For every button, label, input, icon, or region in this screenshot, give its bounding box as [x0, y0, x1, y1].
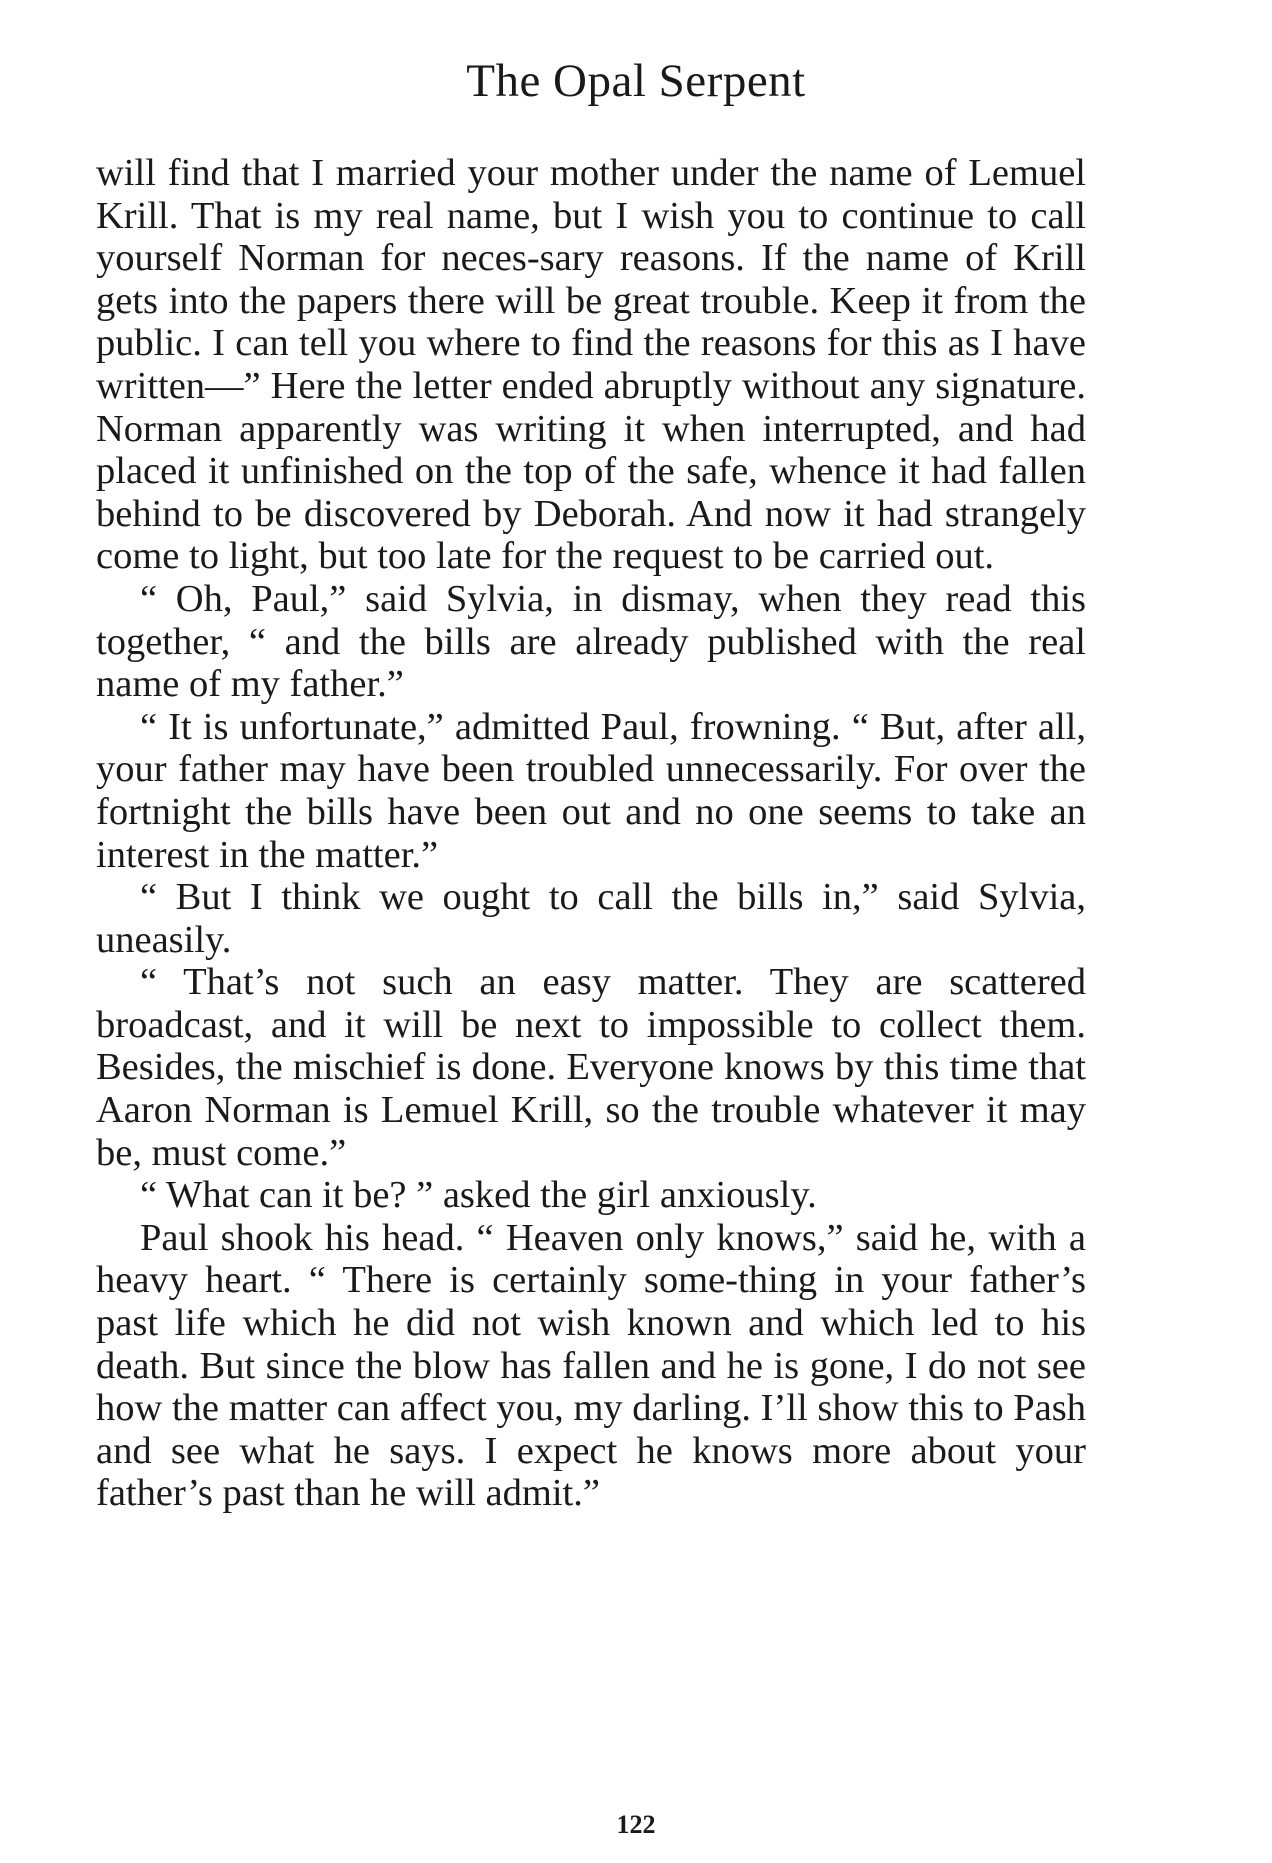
running-title: The Opal Serpent — [466, 55, 806, 107]
paragraph: “ Oh, Paul,” said Sylvia, in dismay, when they read this together, “ and the bills are already published with the real name of my father.” — [96, 577, 1086, 706]
paragraph: will find that I married your mother under the name of Lemuel Krill. That is my real name, but I wish you to continue to call yourself Norman for neces-sary reasons. If the name of Krill gets into the papers there will be great trouble. Keep it from the public. I can tell you where to find the reasons for this as I have written—” Here the letter ended abruptly without any signature. Norman apparently was writing it when interrupted, and had placed it unfinished on the top of the safe, whence it had fallen behind to be discovered by Deborah. And now it had strangely come to light, but too late for the request to be carried out. — [96, 152, 1086, 578]
paragraph: “ That’s not such an easy matter. They are scattered broadcast, and it will be next to impossible to collect them. Besides, the mischief is done. Everyone knows by this time that Aaron Norman is Lemuel Krill, so the trouble whatever it may be, must come.” — [96, 961, 1086, 1174]
paragraph: “ But I think we ought to call the bills in,” said Sylvia, uneasily. — [96, 876, 1086, 961]
paragraph: “ What can it be? ” asked the girl anxiously. — [140, 1174, 817, 1217]
page-number: 122 — [616, 1810, 656, 1839]
paragraph: Paul shook his head. “ Heaven only knows,” said he, with a heavy heart. “ There is certainly some-thing in your father’s past life which he did not wish known and which led to his death. But since the blow has fallen and he is gone, I do not see how the matter can affect you, my darling. I’ll show this to Pash and see what he says. I expect he knows more about your father’s past than he will admit.” — [96, 1216, 1086, 1515]
paragraph: “ It is unfortunate,” admitted Paul, frowning. “ But, after all, your father may have been troubled unnecessarily. For over the fortnight the bills have been out and no one seems to take an interest in the matter.” — [96, 705, 1086, 876]
body-text — [96, 152, 1086, 1515]
